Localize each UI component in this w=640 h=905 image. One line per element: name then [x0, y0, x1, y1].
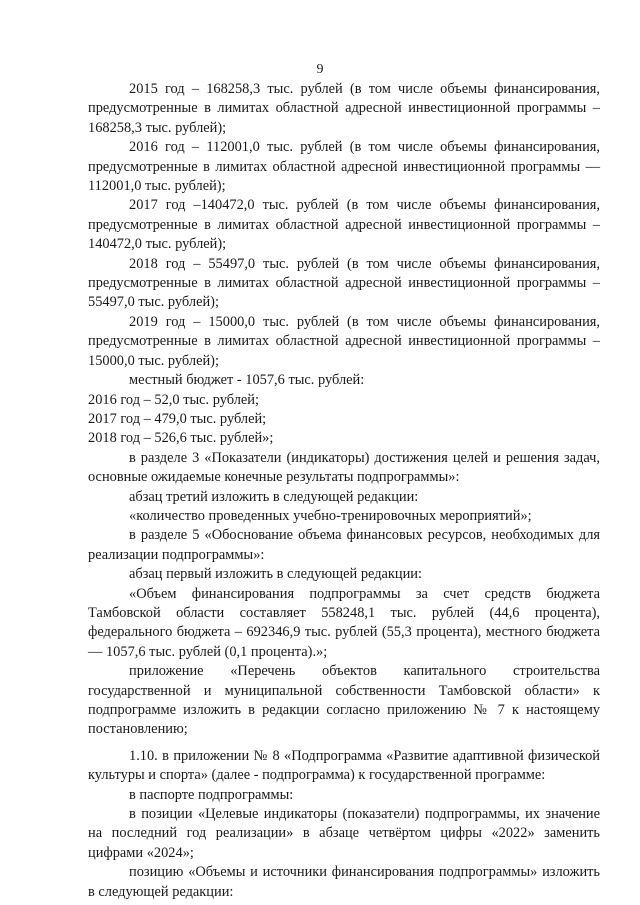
paragraph: в разделе 5 «Обоснование объема финансовых ресурсов, необходимых для реализации подпрограммы»:: [88, 527, 600, 563]
paragraph: местный бюджет - 1057,6 тыс. рублей:: [129, 372, 365, 389]
paragraph: 2016 год – 52,0 тыс. рублей;: [88, 391, 259, 408]
paragraph: 2018 год – 526,6 тыс. рублей»;: [88, 430, 274, 447]
paragraph: в паспорте подпрограммы:: [129, 786, 294, 803]
paragraph: позицию «Объемы и источники финансирования подпрограммы» изложить в следующей редакции:: [88, 864, 600, 900]
paragraph: «Объем финансирования подпрограммы за счет средств бюджета Тамбовской области составляет 558248,1 тыс. рублей (44,6 процента), федерального бюджета – 692346,9 тыс. рублей (55,3 процента), местного бюджета — 1057,6 тыс. рублей (0,1 процента).»;: [88, 585, 600, 660]
paragraph: 1.10. в приложении № 8 «Подпрограмма «Развитие адаптивной физической культуры и спорта» (далее - подпрограмма) к государственной программе:: [88, 747, 600, 784]
paragraph: абзац третий изложить в следующей редакции:: [129, 488, 419, 505]
paragraph: в разделе 3 «Показатели (индикаторы) достижения целей и решения задач, основные ожидаемые конечные результаты подпрограммы»:: [88, 449, 600, 486]
paragraph: 2019 год – 15000,0 тыс. рублей (в том числе объемы финансирования, предусмотренные в лимитах областной адресной инвестиционной программы – 15000,0 тыс. рублей);: [88, 313, 600, 369]
paragraph: приложение «Перечень объектов капитального строительства государственной и муниципальной собственности Тамбовской области» к подпрограмме изложить в редакции согласно приложению № 7 к настоящему постановлению;: [88, 663, 600, 738]
paragraph: 2015 год – 168258,3 тыс. рублей (в том числе объемы финансирования, предусмотренные в лимитах областной адресной инвестиционной программы – 168258,3 тыс. рублей);: [88, 81, 600, 136]
paragraph: в позиции «Целевые индикаторы (показатели) подпрограммы, их значение на последний год реализации» в абзаце четвёртом цифры «2022» заменить цифрами «2024»;: [88, 806, 600, 861]
page-number: 9: [316, 62, 324, 77]
document-body: [88, 80, 600, 902]
paragraph: 2016 год – 112001,0 тыс. рублей (в том числе объемы финансирования, предусмотренные в лимитах областной адресной инвестиционной программы — 112001,0 тыс. рублей);: [88, 139, 600, 195]
paragraph: абзац первый изложить в следующей редакции:: [129, 566, 423, 583]
paragraph: «количество проведенных учебно-тренировочных мероприятий»;: [129, 507, 532, 524]
paragraph: 2017 год – 479,0 тыс. рублей;: [88, 410, 267, 427]
paragraph: 2018 год – 55497,0 тыс. рублей (в том числе объемы финансирования, предусмотренные в лимитах областной адресной инвестиционной программы – 55497,0 тыс. рублей);: [88, 255, 600, 311]
paragraph: 2017 год –140472,0 тыс. рублей (в том числе объемы финансирования, предусмотренные в лимитах областной адресной инвестиционной программы – 140472,0 тыс. рублей);: [88, 197, 600, 253]
